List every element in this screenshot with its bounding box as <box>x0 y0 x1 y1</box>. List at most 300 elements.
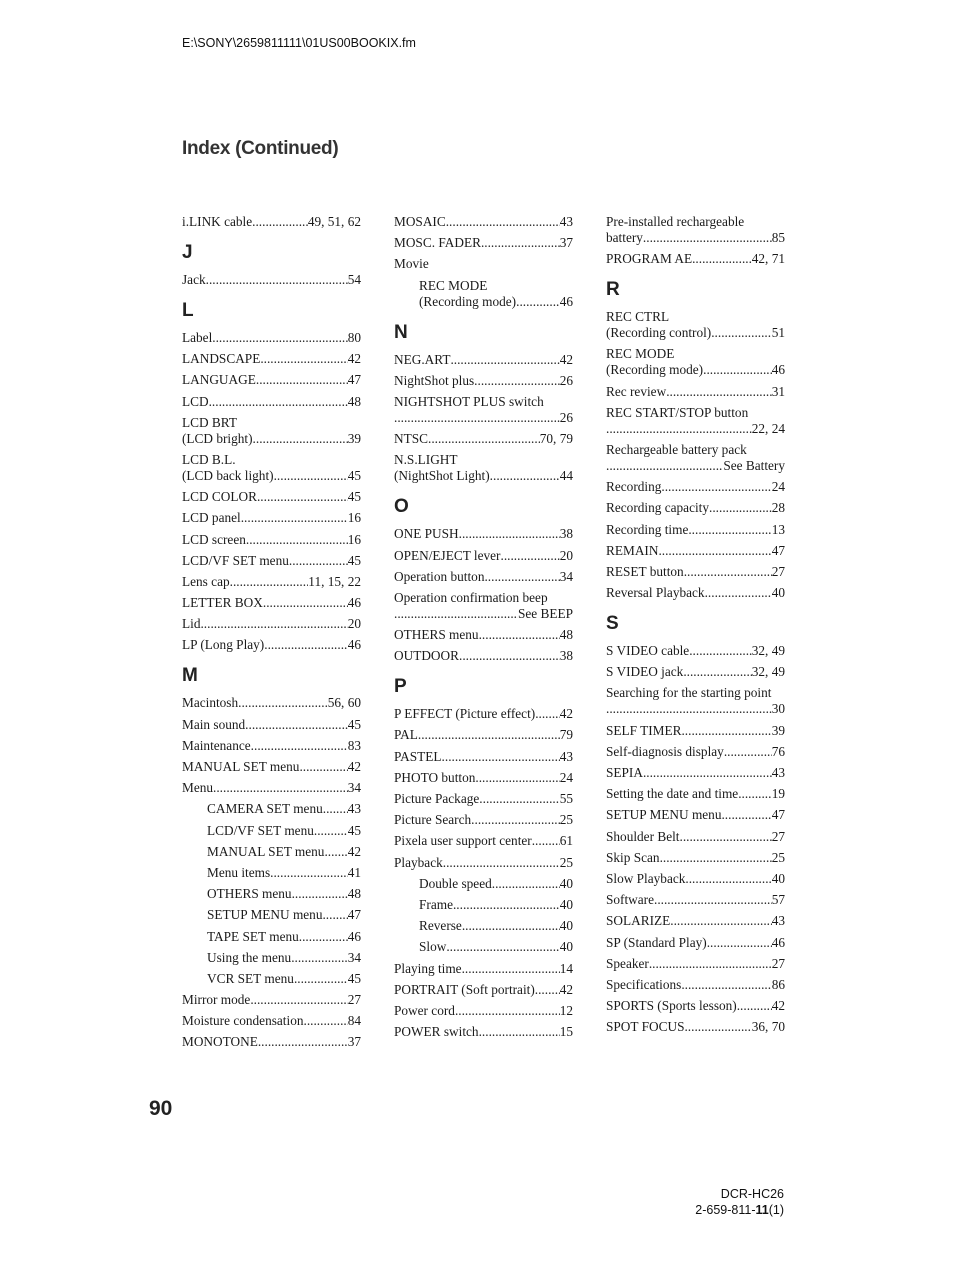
index-entry <box>394 833 573 849</box>
index-entry-page: 38 <box>559 526 573 542</box>
dot-leader <box>670 913 771 929</box>
index-entry <box>394 627 573 643</box>
dot-leader <box>737 998 772 1014</box>
index-entry-term: MONOTONE <box>182 1034 258 1050</box>
index-entry-term: Recording time <box>606 521 689 537</box>
index-entry-heading: N.S.LIGHT <box>394 452 458 468</box>
index-entry-line <box>606 522 785 538</box>
index-entry-term: PHOTO button <box>394 769 476 785</box>
index-entry <box>606 935 785 951</box>
index-entry <box>606 977 785 993</box>
dot-leader <box>230 574 309 590</box>
dot-leader <box>705 585 772 601</box>
index-entry-page: 20 <box>347 616 361 632</box>
index-entry-term: battery <box>606 230 643 245</box>
dot-leader <box>209 394 348 410</box>
index-entry-term: Software <box>606 892 654 908</box>
index-entry-line <box>394 706 573 722</box>
index-entry-line <box>419 294 573 310</box>
dot-leader <box>252 214 308 230</box>
index-entry-line <box>182 759 361 775</box>
index-entry-term: Shoulder Belt <box>606 828 680 844</box>
index-entry-page: 42 <box>347 843 361 859</box>
index-entry-line <box>606 458 785 474</box>
index-entry-term: Label <box>182 330 213 345</box>
index-entry-page: 76 <box>771 743 785 759</box>
index-entry-line <box>606 765 785 781</box>
index-entry-page: 46 <box>347 928 361 944</box>
index-entry-page: 26 <box>559 409 573 425</box>
dot-leader <box>314 823 348 839</box>
index-entry <box>394 452 573 484</box>
index-entry <box>182 372 361 388</box>
dot-leader <box>479 791 559 807</box>
index-entry-page: 45 <box>347 970 361 986</box>
index-entry-page: 32, 49 <box>751 643 785 659</box>
index-subentry <box>394 876 573 892</box>
dot-leader <box>681 723 771 739</box>
dot-leader <box>257 489 348 505</box>
index-entry-page: 40 <box>559 918 573 934</box>
index-entry-page: 42 <box>559 981 573 997</box>
index-entry-line <box>182 214 361 230</box>
index-entry <box>182 780 361 796</box>
index-entry-line <box>606 913 785 929</box>
index-entry <box>182 695 361 711</box>
index-entry <box>182 489 361 505</box>
index-entry-term: SPORTS (Sports lesson) <box>606 998 737 1014</box>
index-entry-line <box>182 695 361 711</box>
index-entry-line <box>394 373 573 389</box>
index-entry-page: 44 <box>559 468 573 484</box>
index-entry-page: 32, 49 <box>751 664 785 680</box>
index-entry-line <box>394 214 573 230</box>
dot-leader <box>459 648 560 664</box>
index-entry-page: 24 <box>559 769 573 785</box>
index-entry-line <box>182 1013 361 1029</box>
index-entry-term: Pixela user support center <box>394 833 532 849</box>
index-entry <box>182 351 361 367</box>
index-entry-term: Slow Playback <box>606 870 686 886</box>
index-entry-line <box>394 770 573 786</box>
index-entry-line <box>394 431 573 447</box>
index-entry-page: 49, 51, 62 <box>307 214 361 229</box>
index-entry <box>394 590 573 622</box>
dot-leader <box>684 1019 751 1035</box>
index-entry-line <box>394 648 573 664</box>
dot-leader <box>322 907 347 923</box>
index-entry <box>394 526 573 542</box>
index-entry-line <box>606 251 785 267</box>
index-entry <box>182 595 361 611</box>
index-entry-term: SETUP MENU menu <box>207 907 323 923</box>
dot-leader <box>532 833 560 849</box>
index-entry-page: 57 <box>771 892 785 908</box>
index-entry-line <box>182 992 361 1008</box>
index-entry <box>182 415 361 447</box>
dot-leader <box>492 876 560 892</box>
dot-leader <box>253 431 348 447</box>
index-entry-page: 47 <box>771 542 785 558</box>
index-entry-page: See BEEP <box>517 605 573 621</box>
document-code-prefix: 2-659-811- <box>695 1203 756 1217</box>
index-entry-page: 45 <box>347 716 361 732</box>
index-entry-line <box>606 421 785 437</box>
dot-leader <box>263 595 348 611</box>
dot-leader <box>681 977 771 993</box>
index-entry-term: MOSC. FADER <box>394 235 481 251</box>
index-entry-term: Frame <box>419 896 453 912</box>
index-entry-page: 27 <box>347 992 361 1008</box>
index-entry-page: 46 <box>771 362 785 378</box>
dot-leader <box>490 468 560 484</box>
index-entry-page: 47 <box>347 372 361 388</box>
index-entry-term: NTSC <box>394 431 428 447</box>
dot-leader <box>738 786 772 802</box>
index-entry-term: LCD COLOR <box>182 489 257 505</box>
index-entry-term: PROGRAM AE <box>606 251 693 267</box>
index-entry-page: 30 <box>771 701 785 717</box>
index-entry <box>606 479 785 495</box>
dot-leader <box>484 569 559 585</box>
index-entry-line <box>182 574 361 590</box>
index-entry-page: 34 <box>559 568 573 584</box>
index-entry-term: Double speed <box>419 875 492 891</box>
index-entry-page: 41 <box>347 864 361 880</box>
index-entry <box>606 500 785 516</box>
index-entry <box>182 452 361 484</box>
index-entry-line <box>606 892 785 908</box>
index-entry <box>606 685 785 717</box>
index-entry-page: 27 <box>771 955 785 971</box>
index-entry-term: i.LINK cable <box>182 214 253 229</box>
index-subentry <box>394 939 573 955</box>
index-entry-term: OTHERS menu <box>394 627 479 643</box>
index-entry-term: (Recording control) <box>606 325 712 341</box>
index-entry <box>182 1034 361 1050</box>
section-letter: J <box>182 242 193 263</box>
index-entry-page: 43 <box>771 765 785 780</box>
index-entry-page: 27 <box>771 828 785 844</box>
index-entry-page: 40 <box>771 585 785 601</box>
index-entry-line <box>606 500 785 516</box>
dot-leader <box>324 844 347 860</box>
dot-leader <box>688 522 771 538</box>
index-entry <box>182 759 361 775</box>
index-entry-term: MANUAL SET menu <box>182 759 300 774</box>
index-entry-page: 56, 60 <box>327 695 361 711</box>
index-entry-term: P EFFECT (Picture effect) <box>394 706 536 722</box>
dot-leader <box>471 812 560 828</box>
index-entry-line <box>419 939 573 955</box>
index-entry <box>394 431 573 447</box>
index-entry-page: 61 <box>559 833 573 849</box>
index-entry-line <box>606 230 785 246</box>
index-entry <box>606 543 785 559</box>
dot-leader <box>450 352 559 368</box>
index-entry <box>394 812 573 828</box>
index-entry-line <box>394 468 573 484</box>
index-entry <box>606 913 785 929</box>
index-entry-term: (LCD back light) <box>182 467 274 483</box>
index-entry-heading: REC MODE <box>419 277 488 293</box>
index-entry-line <box>207 844 361 860</box>
index-entry-term: Slow <box>419 939 447 955</box>
index-entry <box>606 744 785 760</box>
index-entry-page: 43 <box>347 801 361 817</box>
index-entry-line <box>606 643 785 659</box>
index-entry <box>394 1024 573 1040</box>
dot-leader <box>246 532 348 548</box>
page-number: 90 <box>149 1097 173 1120</box>
index-entry-page: 43 <box>771 913 785 929</box>
index-subentry <box>182 886 361 902</box>
index-entry-page: 38 <box>559 648 573 664</box>
index-entry-page: 11, 15, 22 <box>308 573 361 589</box>
index-entry-line <box>419 876 573 892</box>
document-code <box>695 1202 784 1218</box>
index-entry <box>394 214 573 230</box>
index-entry-line <box>207 865 361 881</box>
index-entry-line <box>394 749 573 765</box>
index-entry-page: 25 <box>559 812 573 828</box>
index-entry <box>606 585 785 601</box>
dot-leader <box>299 929 348 945</box>
index-entry-line <box>182 717 361 733</box>
index-entry-term: Operation button <box>394 568 485 584</box>
index-entry-term: LCD <box>182 393 209 409</box>
index-entry-page: 47 <box>347 907 361 923</box>
dot-leader <box>666 384 772 400</box>
page-title: Index (Continued) <box>182 138 339 159</box>
index-entry-line <box>207 950 361 966</box>
index-entry-term: Speaker <box>606 955 649 971</box>
index-entry <box>182 1013 361 1029</box>
index-entry-term: SOLARIZE <box>606 913 671 929</box>
index-entry-line <box>182 394 361 410</box>
index-entry <box>606 564 785 580</box>
index-entry-heading: REC START/STOP button <box>606 404 749 420</box>
dot-leader <box>212 330 347 346</box>
dot-leader <box>689 643 752 659</box>
index-entry <box>606 765 785 781</box>
dot-leader <box>683 664 751 680</box>
index-entry-heading: Searching for the starting point <box>606 685 772 701</box>
index-entry-term: Setting the date and time <box>606 786 739 802</box>
index-entry-term: Jack <box>182 272 206 287</box>
index-subentry <box>182 865 361 881</box>
index-entry <box>394 569 573 585</box>
index-entry <box>394 373 573 389</box>
dot-leader <box>455 1003 560 1019</box>
index-entry-term: LETTER BOX <box>182 595 263 611</box>
index-entry <box>182 717 361 733</box>
index-entry <box>606 850 785 866</box>
index-entry <box>394 706 573 722</box>
index-entry <box>182 532 361 548</box>
index-entry-page: 86 <box>771 976 785 992</box>
index-entry-line <box>606 850 785 866</box>
index-entry <box>606 346 785 378</box>
index-entry-line <box>394 526 573 542</box>
index-entry-term: Skip Scan <box>606 849 660 865</box>
index-entry-page: 43 <box>559 748 573 764</box>
index-entry-line <box>182 595 361 611</box>
index-entry <box>394 791 573 807</box>
index-entry-line <box>606 384 785 400</box>
index-entry-page: 13 <box>771 521 785 537</box>
index-entry-page: 40 <box>559 939 573 955</box>
index-subentry <box>182 950 361 966</box>
index-entry-line <box>182 637 361 653</box>
index-entry-term: PORTRAIT (Soft portrait) <box>394 981 535 997</box>
index-entry-page: 39 <box>771 722 785 738</box>
index-entry-line <box>606 956 785 972</box>
index-entry-term: PASTEL <box>394 748 442 764</box>
index-entry-page: 42 <box>559 351 573 367</box>
index-entry-page: 28 <box>771 500 785 516</box>
index-entry-term: Self-diagnosis display <box>606 743 724 759</box>
index-entry-term: NEG.ART <box>394 351 451 367</box>
index-entry <box>394 648 573 664</box>
index-entry-page: 40 <box>771 870 785 886</box>
index-entry-page: 54 <box>347 272 361 287</box>
index-entry-page: 45 <box>347 822 361 838</box>
index-entry-term: S VIDEO cable <box>606 643 690 659</box>
index-subentry <box>182 823 361 839</box>
index-entry-page: 79 <box>559 727 573 743</box>
index-entry <box>606 998 785 1014</box>
index-entry-line <box>606 664 785 680</box>
index-entry-page: 14 <box>559 960 573 976</box>
index-entry-line <box>606 325 785 341</box>
dot-leader <box>418 727 560 743</box>
index-entry-line <box>207 886 361 902</box>
dot-leader <box>459 526 560 542</box>
index-entry <box>394 256 573 272</box>
index-entry <box>182 574 361 590</box>
index-entry-line <box>207 929 361 945</box>
index-entry-page: 48 <box>347 393 361 409</box>
index-entry-line <box>394 727 573 743</box>
document-code-bold: 11 <box>755 1203 769 1217</box>
index-entry-page: 85 <box>771 230 785 245</box>
index-subentry <box>182 907 361 923</box>
index-entry <box>182 637 361 653</box>
index-entry-line <box>606 479 785 495</box>
index-entry-heading: Rechargeable battery pack <box>606 441 747 457</box>
index-entry-line <box>394 410 573 426</box>
index-entry-line <box>394 569 573 585</box>
index-subentry <box>182 801 361 817</box>
index-entry-term: Power cord <box>394 1002 455 1018</box>
dot-leader <box>256 372 348 388</box>
index-entry-page: 34 <box>347 949 361 965</box>
index-entry-term: Macintosh <box>182 695 239 711</box>
index-subentry <box>182 971 361 987</box>
index-entry-line <box>207 823 361 839</box>
dot-leader <box>394 410 560 426</box>
dot-leader <box>606 458 723 474</box>
index-entry-line <box>606 829 785 845</box>
index-entry-heading: Operation confirmation beep <box>394 589 548 605</box>
index-entry-page: 80 <box>347 330 361 345</box>
index-entry-line <box>606 786 785 802</box>
index-entry-term: SELF TIMER <box>606 722 682 738</box>
dot-leader <box>250 992 347 1008</box>
index-entry-page: 45 <box>347 489 361 505</box>
index-entry <box>394 982 573 998</box>
index-entry-line <box>394 235 573 251</box>
dot-leader <box>535 982 560 998</box>
dot-leader <box>658 543 771 559</box>
dot-leader <box>270 865 348 881</box>
index-entry-heading: LCD B.L. <box>182 451 236 467</box>
dot-leader <box>721 807 771 823</box>
index-entry-page: 46 <box>347 595 361 611</box>
index-entry-line <box>182 738 361 754</box>
dot-leader <box>200 616 347 632</box>
file-path-header: E:\SONY\2659811111\01US00BOOKIX.fm <box>182 36 416 50</box>
section-letter: M <box>182 665 198 687</box>
index-entry-page: 46 <box>771 934 785 950</box>
index-entry <box>182 616 361 632</box>
index-entry <box>606 664 785 680</box>
index-entry-page: 45 <box>347 467 361 483</box>
index-entry <box>606 956 785 972</box>
index-subentry <box>394 918 573 934</box>
index-entry-term: ONE PUSH <box>394 526 459 542</box>
dot-leader <box>289 553 348 569</box>
index-entry <box>394 749 573 765</box>
index-entry <box>182 394 361 410</box>
index-entry-term: SP (Standard Play) <box>606 934 707 950</box>
index-entry <box>606 643 785 659</box>
dot-leader <box>649 956 772 972</box>
dot-leader <box>274 468 348 484</box>
index-entry <box>606 723 785 739</box>
dot-leader <box>606 701 772 717</box>
index-entry <box>606 251 785 267</box>
index-entry <box>606 522 785 538</box>
dot-leader <box>291 950 348 966</box>
index-entry-line <box>606 362 785 378</box>
index-entry-term: POWER switch <box>394 1024 479 1040</box>
index-entry-page: 27 <box>771 563 785 579</box>
index-entry <box>606 786 785 802</box>
dot-leader <box>294 971 348 987</box>
index-entry-line <box>182 1034 361 1050</box>
index-column-3 <box>606 214 785 1040</box>
index-entry-term: SEPIA <box>606 765 643 780</box>
dot-leader <box>241 510 348 526</box>
index-entry-page: 42, 71 <box>751 251 785 267</box>
index-entry-page: 22, 24 <box>751 420 785 436</box>
index-entry-term: Mirror mode <box>182 992 251 1008</box>
section-letter: S <box>606 613 619 635</box>
index-entry-term: (Recording mode) <box>419 293 517 309</box>
index-entry-heading: NIGHTSHOT PLUS switch <box>394 393 544 409</box>
index-entry-page: 19 <box>771 786 785 802</box>
index-entry <box>606 405 785 437</box>
dot-leader <box>692 251 752 267</box>
index-entry <box>606 1019 785 1035</box>
index-entry-term: Using the menu <box>207 949 292 965</box>
index-entry <box>394 235 573 251</box>
index-entry-page: 36, 70 <box>751 1019 785 1035</box>
index-entry-page: 31 <box>771 383 785 399</box>
index-entry-line <box>394 1024 573 1040</box>
